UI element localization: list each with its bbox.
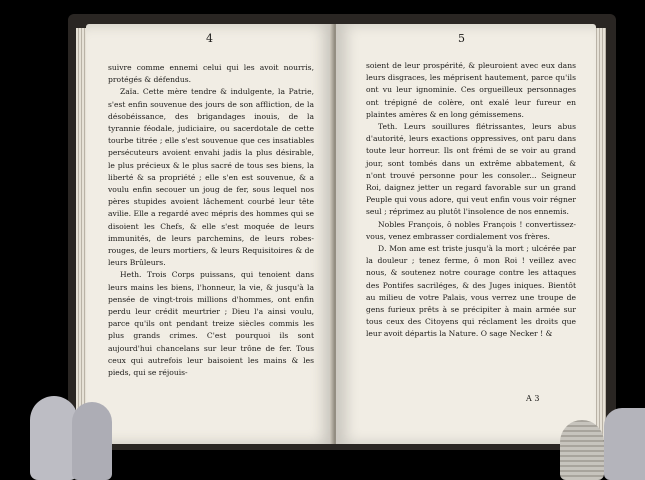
paragraph: Nobles François, ô nobles François ! convertissez-vous, venez embrasser cordialement vos frères.: [366, 219, 576, 241]
page-edges-right: [596, 28, 606, 440]
paragraph: Heth. Trois Corps puissans, qui tenoient dans leurs mains les biens, l'honneur, la vie, & jusqu'à la pensée de vingt-trois millions d'hommes, ont enfin perdu leur crédit meurtrier ; Dieu l'a ainsi voulu, parce qu'ils ont pendant treize siècles commis les plus grands crimes. C'est pourquoi ils sont aujourd'hui chancelans sur leur trône de fer. Tous ceux qui autrefois leur baisoient les mains & les pieds, qui se réjouis-: [108, 270, 314, 378]
page-number: 4: [206, 32, 213, 45]
paragraph: Ⅾ. Mon ame est triste jusqu'à la mort ; ulcérée par la douleur ; tenez ferme, ô mon Roi ! veillez avec nous, & soutenez notre courage contre les attaques des Pontifes sacriléges, & des Juges iniques. Bientôt au milieu de votre Palais, vous verrez une troupe de gens furieux prêts à se précipiter à main armée sur tous ceux des Citoyens qui réclament les droits que leur avoit départis la Nature. O sage Necker ! &: [366, 244, 576, 339]
page-edges-left: [76, 28, 86, 440]
page-text: [366, 60, 576, 341]
paragraph: suivre comme ennemi celui qui les avoit nourris, protégés & défendus.: [108, 63, 314, 85]
left-page: [86, 24, 334, 444]
gloved-finger: [604, 408, 645, 480]
open-book: [68, 14, 616, 450]
paragraph: Teth. Leurs souillures flétrissantes, leurs abus d'autorité, leurs exactions oppressives, ont paru dans toute leur horreur. Ils ont frémi de se voir au grand jour, sont tombés dans un extrême abbatement, & n'ont trouvé personne pour les consoler... Seigneur Roi, daignez jetter un regard favorable sur un grand Peuple qui vous adore, qui veut enfin vous voir régner seul ; réprimez au plutôt l'insolence de nos ennemis.: [366, 122, 576, 217]
page-number: 5: [458, 32, 465, 45]
paragraph: Zaïa. Cette mère tendre & indulgente, la Patrie, s'est enfin souvenue des jours de son affliction, de la désobéissance, des brigandages inouis, de la tyrannie féodale, judiciaire, ou sacerdotale de cette tourbe titrée ; elle s'est souvenue que ces insatiables persécuteurs avoient envahi jadis la plus désirable, le plus précieux & le plus sacré de tous ses biens, la liberté & sa propriété ; elle s'en est souvenue, & a voulu enfin secouer un joug de fer, sous lequel nos pères stupides avoient lâchement courbé leur tête avilie. Elle a regardé avec mépris des hommes qui se disoient les Chefs, & elle s'est moquée de leurs immunités, de leurs parchemins, de leurs robes-rouges, de leurs mortiers, & leurs Requisitoires & de leurs Brûleurs.: [108, 87, 314, 268]
page-text: [108, 62, 314, 379]
paragraph: soient de leur prospérité, & pleuroient avec eux dans leurs disgraces, les méprisent hautement, parce qu'ils ont vu leur ignominie. Ces orgueilleux personnages ont trépigné de colère, ont exalé leur fureur en plaintes amères & en long gémissemens.: [366, 61, 576, 119]
thimble: [560, 420, 604, 480]
gloved-finger: [30, 396, 78, 480]
signature-mark: A 3: [526, 394, 540, 403]
right-page: [336, 24, 596, 444]
gloved-finger: [72, 402, 112, 480]
